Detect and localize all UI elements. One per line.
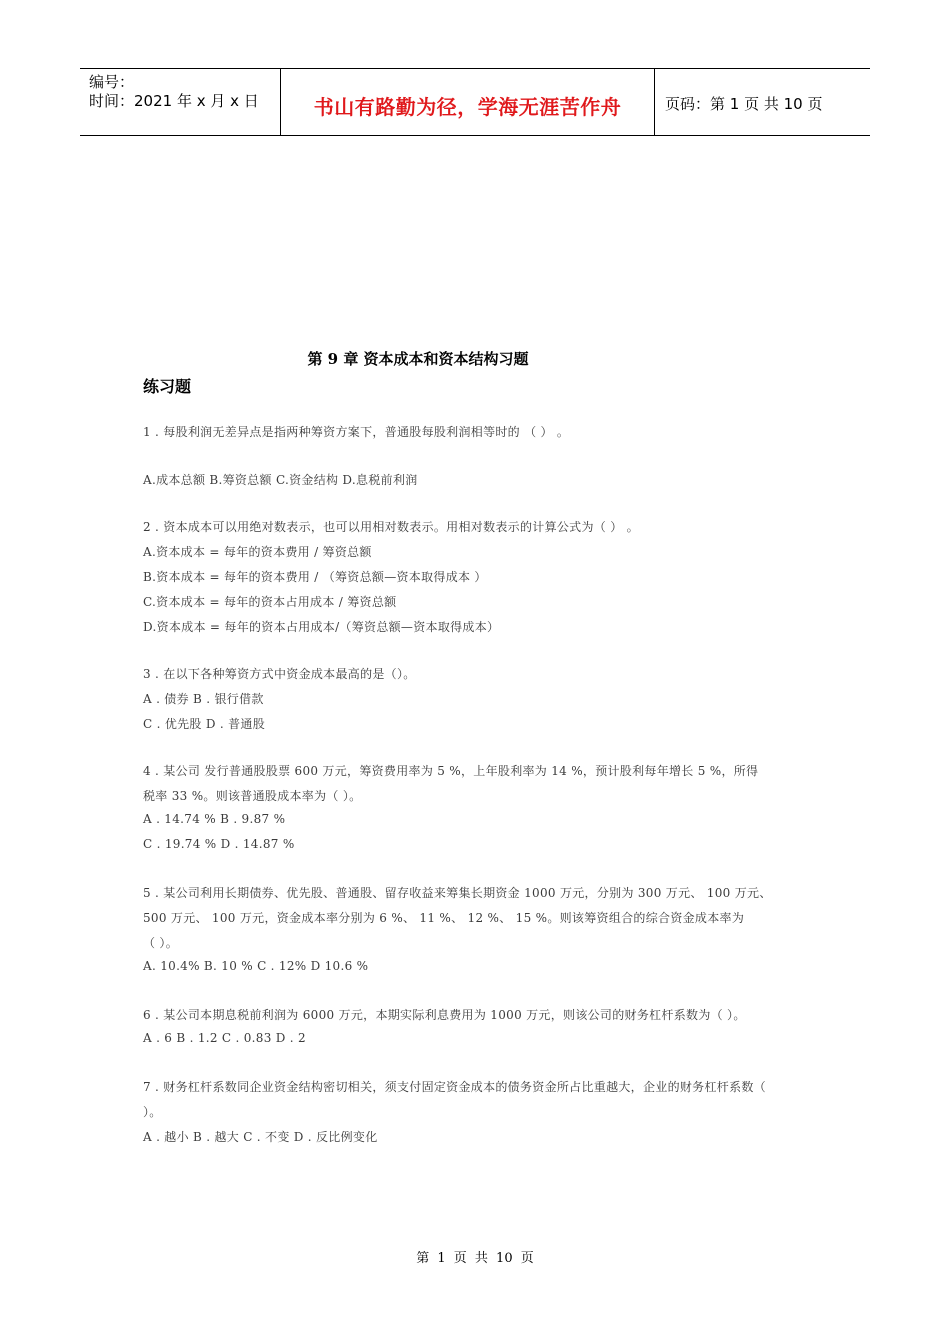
answer-options-line: C . 19.74 % D . 14.87 %: [143, 837, 295, 851]
question-line: （ ）。: [143, 936, 179, 950]
question-line: 4 . 某公司 发行普通股股票 600 万元，筹资费用率为 5 %，上年股利率为 14 %，预计股利每年增长 5 %，所得: [143, 764, 759, 778]
chapter-title: 第 9 章 资本成本和资本结构习题: [307, 350, 529, 368]
question-line: 3 . 在以下各种筹资方式中资金成本最高的是（）。: [143, 667, 416, 681]
document-date-label: 时间：2021 年 x 月 x 日: [89, 92, 259, 110]
question-line: 2 . 资本成本可以用绝对数表示，也可以用相对数表示。用相对数表示的计算公式为（ ） 。: [143, 520, 639, 534]
answer-options-line: A . 越小 B . 越大 C . 不变 D . 反比例变化: [143, 1130, 378, 1144]
question-line: 1 . 每股利润无差异点是指两种筹资方案下，普通股每股利润相等时的 （ ） 。: [143, 425, 570, 439]
header-page-info: 页码：第 1 页 共 10 页: [665, 95, 823, 113]
question-line: 7 . 财务杠杆系数同企业资金结构密切相关，须支付固定资金成本的债务资金所占比重越大，企业的财务杠杆系数（: [143, 1080, 766, 1094]
section-title: 练习题: [143, 377, 192, 396]
answer-options-line: B.资本成本 = 每年的资本费用 / （筹资总额—资本取得成本 ）: [143, 570, 487, 584]
header-motto-cell: [281, 69, 655, 135]
header-meta-cell: [80, 69, 281, 135]
question-line: 税率 33 %。则该普通股成本率为（ ）。: [143, 789, 362, 803]
header-motto: 书山有路勤为径，学海无涯苦作舟: [313, 95, 622, 119]
page-footer: 第 1 页 共 10 页: [416, 1251, 534, 1266]
answer-options-line: C.资本成本 = 每年的资本占用成本 / 筹资总额: [143, 595, 397, 609]
document-number-label: 编号：: [89, 73, 135, 91]
question-line: 6 . 某公司本期息税前利润为 6000 万元，本期实际利息费用为 1000 万元，则该公司的财务杠杆系数为（ ）。: [143, 1008, 746, 1022]
question-line: 5 . 某公司利用长期债券、优先股、普通股、留存收益来筹集长期资金 1000 万元，分别为 300 万元、 100 万元、: [143, 886, 772, 900]
document-header: [80, 68, 870, 136]
answer-options-line: A . 6 B . 1.2 C . 0.83 D . 2: [143, 1031, 306, 1045]
answer-options-line: A.成本总额 B.筹资总额 C.资金结构 D.息税前利润: [143, 473, 418, 487]
answer-options-line: A.资本成本 = 每年的资本费用 / 筹资总额: [143, 545, 372, 559]
question-line: ）。: [143, 1105, 162, 1119]
answer-options-line: A . 债券 B . 银行借款: [143, 692, 264, 706]
header-page-cell: [655, 69, 870, 135]
answer-options-line: A . 14.74 % B . 9.87 %: [143, 812, 286, 826]
question-line: 500 万元、 100 万元，资金成本率分别为 6 %、 11 %、 12 %、 15 %。则该筹资组合的综合资金成本率为: [143, 911, 745, 925]
answer-options-line: D.资本成本 = 每年的资本占用成本/（筹资总额—资本取得成本）: [143, 620, 500, 634]
answer-options-line: A. 10.4% B. 10 % C . 12% D 10.6 %: [143, 959, 369, 973]
answer-options-line: C . 优先股 D . 普通股: [143, 717, 266, 731]
